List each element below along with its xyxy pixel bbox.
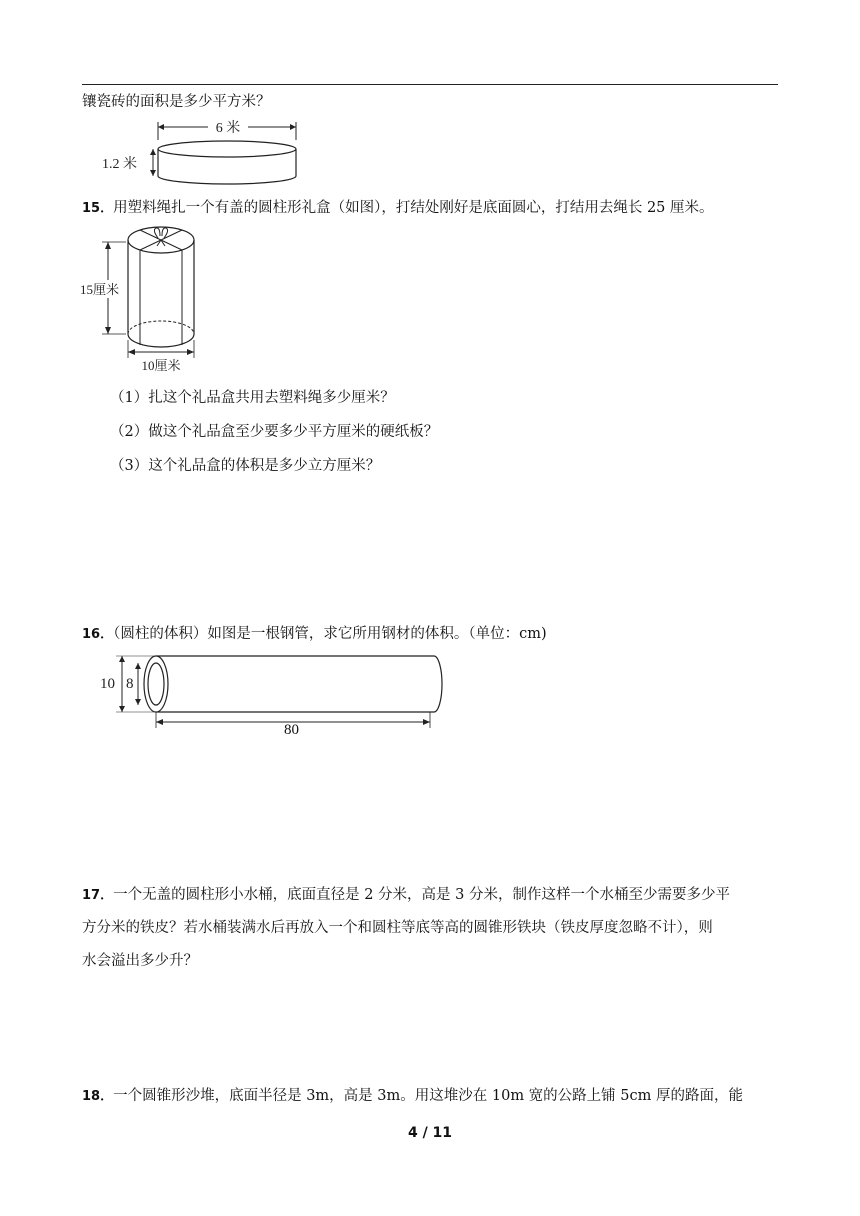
question-17-line-2: 方分米的铁皮？若水桶装满水后再放入一个和圆柱等底等高的圆锥形铁块（铁皮厚度忽略不计），则 — [82, 920, 713, 936]
question-18-text: 一个圆锥形沙堆，底面半径是 3m，高是 3m。用这堆沙在 10m 宽的公路上铺 5cm 厚的路面，能 — [113, 1088, 743, 1104]
gift-box-figure — [78, 222, 218, 374]
question-15-sub-3: （3）这个礼品盒的体积是多少立方厘米？ — [110, 458, 381, 474]
box-height-label: 15厘米 — [80, 282, 120, 297]
question-17 — [82, 885, 730, 906]
box-diameter-label: 10厘米 — [141, 358, 181, 373]
question-17-line-3: 水会溢出多少升？ — [82, 953, 198, 969]
question-15-number: 15． — [82, 201, 114, 216]
question-15-sub-1: （1）扎这个礼品盒共用去塑料绳多少厘米？ — [110, 390, 395, 406]
flat-cylinder-figure — [100, 118, 310, 190]
question-17-number: 17． — [82, 888, 114, 903]
inner-diameter-label: 8 — [126, 676, 134, 692]
steel-pipe-figure — [96, 648, 446, 740]
question-15 — [82, 198, 714, 219]
question-18-number: 18． — [82, 1089, 114, 1104]
question-16-number: 16． — [82, 627, 114, 642]
continuation-text: 镶瓷砖的面积是多少平方米？ — [82, 94, 271, 110]
height-label: 1.2 米 — [102, 157, 137, 172]
width-label: 6 米 — [215, 121, 241, 136]
question-18 — [82, 1086, 743, 1107]
outer-diameter-label: 10 — [100, 676, 115, 692]
header-rule — [82, 84, 778, 85]
question-15-sub-2: （2）做这个礼品盒至少要多少平方厘米的硬纸板？ — [110, 424, 439, 440]
pipe-length-label: 80 — [284, 722, 299, 738]
page-number: 4 / 11 — [407, 1125, 453, 1141]
question-17-line-1: 一个无盖的圆柱形小水桶，底面直径是 2 分米，高是 3 分米，制作这样一个水桶至少需要多少平 — [113, 887, 730, 903]
question-15-text: 用塑料绳扎一个有盖的圆柱形礼盒（如图），打结处刚好是底面圆心，打结用去绳长 25 厘米。 — [113, 200, 714, 216]
question-16 — [82, 624, 547, 645]
question-16-text: （圆柱的体积）如图是一根钢管，求它所用钢材的体积。（单位：cm) — [113, 626, 547, 642]
